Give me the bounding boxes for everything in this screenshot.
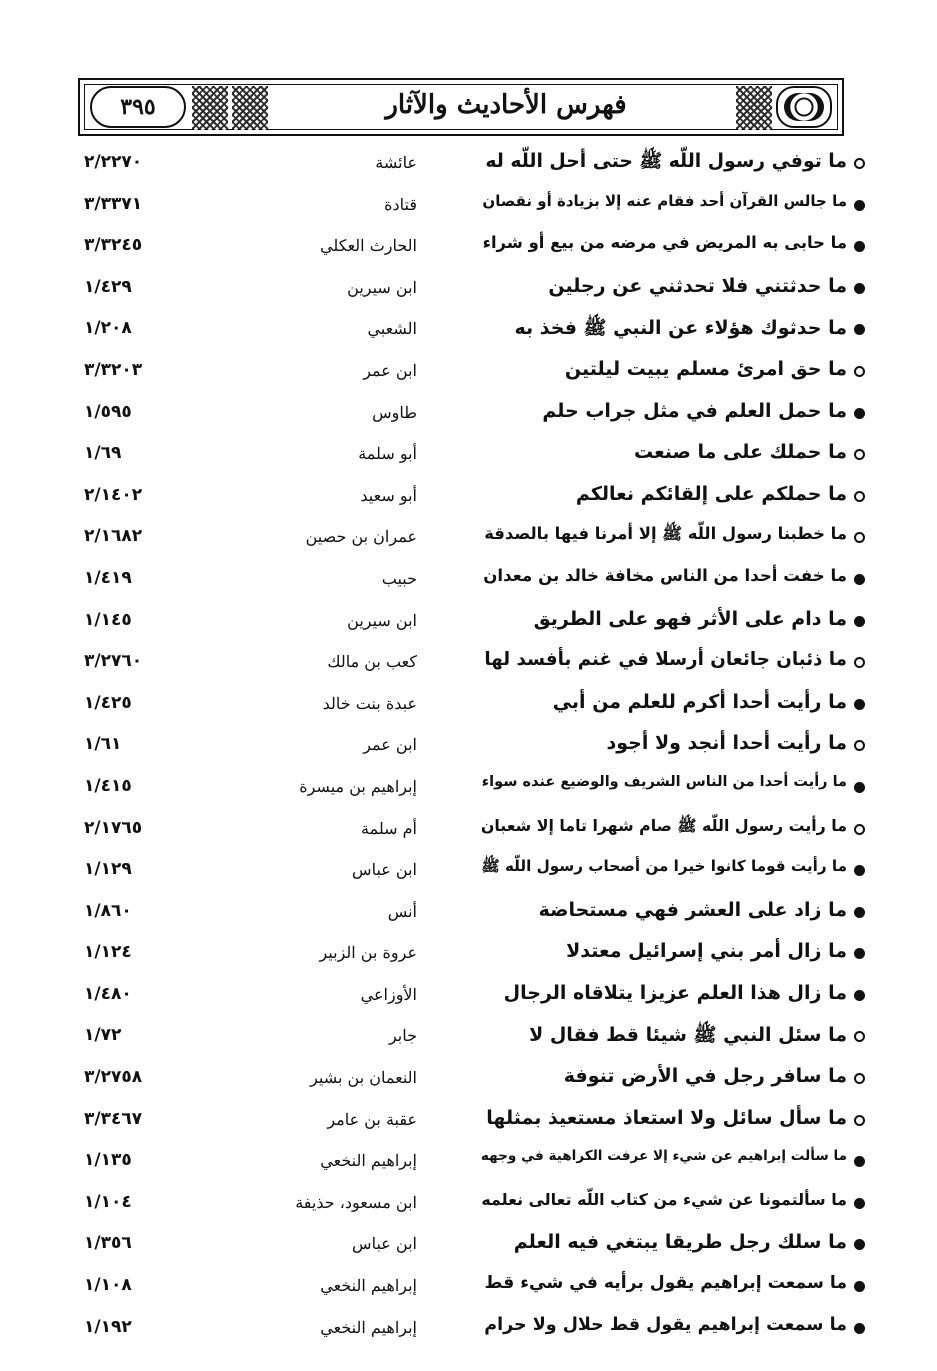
page-title: فهرس الأحاديث والآثار bbox=[385, 90, 627, 120]
open-circle-icon bbox=[854, 491, 865, 502]
hadith-text: ما خفت أحدا من الناس مخافة خالد بن معدان bbox=[483, 565, 847, 585]
filled-circle-icon bbox=[854, 990, 865, 1001]
narrator: أبو سعيد bbox=[360, 485, 417, 505]
filled-circle-icon bbox=[854, 1239, 865, 1250]
filled-circle-icon bbox=[854, 200, 865, 211]
list-item bbox=[0, 269, 937, 311]
narrator: ابن عمر bbox=[363, 735, 417, 755]
narrator: ابن عباس bbox=[352, 1234, 417, 1254]
ornament-right-icon bbox=[736, 86, 772, 130]
open-circle-icon bbox=[854, 366, 865, 377]
narrator: الحارث العكلي bbox=[320, 236, 417, 256]
list-item bbox=[0, 768, 937, 810]
reference-number: ١/١٠٤ bbox=[84, 1191, 132, 1212]
narrator: عبدة بنت خالد bbox=[322, 693, 417, 713]
open-circle-icon bbox=[854, 824, 865, 835]
list-item bbox=[0, 976, 937, 1018]
narrator: أنس bbox=[387, 901, 417, 921]
list-item bbox=[0, 435, 937, 477]
hadith-text: ما ذئبان جائعان أرسلا في غنم بأفسد لها bbox=[484, 649, 847, 671]
reference-number: ٢/١٧٦٥ bbox=[84, 817, 143, 838]
list-item bbox=[0, 144, 937, 186]
ornament-left-icon bbox=[192, 86, 228, 130]
hadith-text: ما سئل النبي ﷺ شيئا قط فقال لا bbox=[529, 1024, 847, 1047]
filled-circle-icon bbox=[854, 241, 865, 252]
hadith-text: ما حمل العلم في مثل جراب حلم bbox=[542, 399, 847, 422]
list-item bbox=[0, 893, 937, 935]
reference-number: ١/٤١٥ bbox=[84, 775, 132, 796]
reference-number: ١/٦٩ bbox=[84, 443, 122, 464]
list-item bbox=[0, 560, 937, 602]
hadith-text: ما حملكم على إلقائكم نعالكم bbox=[575, 482, 847, 505]
hadith-text: ما سألت إبراهيم عن شيء إلا عرفت الكراهية في وجهه bbox=[480, 1148, 847, 1165]
list-item bbox=[0, 1059, 937, 1101]
narrator: ابن عمر bbox=[363, 360, 417, 380]
hadith-text: ما سلك رجل طريقا يبتغي فيه العلم bbox=[513, 1231, 847, 1254]
reference-number: ١/١٩٢ bbox=[84, 1316, 132, 1337]
list-item bbox=[0, 851, 937, 893]
list-item bbox=[0, 1184, 937, 1226]
open-circle-icon bbox=[854, 657, 865, 668]
open-circle-icon bbox=[854, 449, 865, 460]
filled-circle-icon bbox=[854, 324, 865, 335]
hadith-text: ما جالس القرآن أحد فقام عنه إلا بزيادة أو نقصان bbox=[482, 191, 847, 210]
narrator: عقبة بن عامر bbox=[327, 1109, 417, 1129]
page-header bbox=[78, 78, 844, 136]
list-item bbox=[0, 1225, 937, 1267]
hadith-text: ما خطبنا رسول اللّه ﷺ إلا أمرنا فيها بالصدقة bbox=[484, 524, 847, 544]
hadith-text: ما توفي رسول اللّه ﷺ حتى أحل اللّه له bbox=[485, 151, 847, 172]
narrator: إبراهيم النخعي bbox=[320, 1151, 417, 1171]
list-item bbox=[0, 934, 937, 976]
list-item bbox=[0, 310, 937, 352]
reference-number: ١/٧٢ bbox=[84, 1025, 122, 1046]
reference-number: ٣/٢٧٦٠ bbox=[84, 651, 143, 672]
list-item bbox=[0, 518, 937, 560]
narrator: حبيب bbox=[381, 568, 417, 588]
hadith-text: ما رأيت رسول اللّه ﷺ صام شهرا تاما إلا شعبان bbox=[480, 815, 847, 835]
list-item bbox=[0, 602, 937, 644]
hadith-text: ما سأل سائل ولا استعاذ مستعيذ بمثلها bbox=[486, 1106, 847, 1129]
reference-number: ١/١٤٥ bbox=[84, 609, 132, 630]
narrator: إبراهيم بن ميسرة bbox=[299, 776, 417, 796]
narrator: الشعبي bbox=[367, 319, 417, 339]
hadith-text: ما سمعت إبراهيم يقول برأيه في شيء قط bbox=[484, 1273, 847, 1294]
narrator: ابن مسعود، حذيفة bbox=[295, 1192, 417, 1212]
hadith-text: ما رأيت أحدا أكرم للعلم من أبي bbox=[552, 690, 847, 713]
reference-number: ٣/٣٢٤٥ bbox=[84, 235, 143, 256]
filled-circle-icon bbox=[854, 574, 865, 585]
list-item bbox=[0, 352, 937, 394]
open-circle-icon bbox=[854, 740, 865, 751]
list-item bbox=[0, 810, 937, 852]
list-item bbox=[0, 726, 937, 768]
list-item bbox=[0, 1142, 937, 1184]
reference-number: ١/١٠٨ bbox=[84, 1275, 132, 1296]
narrator: الأوزاعي bbox=[360, 984, 417, 1004]
list-item bbox=[0, 1267, 937, 1309]
narrator: كعب بن مالك bbox=[327, 652, 417, 672]
narrator: طاوس bbox=[372, 402, 417, 422]
reference-number: ٣/٢٧٥٨ bbox=[84, 1067, 143, 1088]
filled-circle-icon bbox=[854, 616, 865, 627]
open-circle-icon bbox=[854, 532, 865, 543]
list-item bbox=[0, 1017, 937, 1059]
reference-number: ١/١٢٤ bbox=[84, 942, 132, 963]
filled-circle-icon bbox=[854, 408, 865, 419]
filled-circle-icon bbox=[854, 782, 865, 793]
open-circle-icon bbox=[854, 1073, 865, 1084]
reference-number: ١/٤٢٥ bbox=[84, 692, 132, 713]
open-circle-icon bbox=[854, 1115, 865, 1126]
seal-icon bbox=[784, 93, 824, 121]
page-number: ٣٩٥ bbox=[90, 86, 186, 128]
narrator: إبراهيم النخعي bbox=[320, 1276, 417, 1296]
reference-number: ٣/٣٤٦٧ bbox=[84, 1108, 143, 1129]
reference-number: ٣/٣٢٠٣ bbox=[84, 359, 143, 380]
hadith-text: ما دام على الأثر فهو على الطريق bbox=[533, 607, 847, 630]
narrator: ابن سيرين bbox=[347, 277, 417, 297]
reference-number: ٢/٢٢٧٠ bbox=[84, 152, 143, 172]
hadith-text: ما رأيت أحدا من الناس الشريف والوضيع عنده سواء bbox=[481, 773, 847, 790]
narrator: ابن سيرين bbox=[347, 610, 417, 630]
filled-circle-icon bbox=[854, 283, 865, 294]
reference-number: ١/٢٠٨ bbox=[84, 318, 132, 339]
reference-number: ١/٨٦٠ bbox=[84, 900, 132, 921]
narrator: عمران بن حصين bbox=[305, 527, 417, 547]
hadith-text: ما سألتمونا عن شيء من كتاب اللّه تعالى نعلمه bbox=[481, 1189, 847, 1209]
list-item bbox=[0, 477, 937, 519]
index-list bbox=[0, 144, 937, 1350]
hadith-text: ما سمعت إبراهيم يقول قط حلال ولا حرام bbox=[484, 1314, 847, 1335]
filled-circle-icon bbox=[854, 865, 865, 876]
open-circle-icon bbox=[854, 1031, 865, 1042]
list-item bbox=[0, 1309, 937, 1351]
filled-circle-icon bbox=[854, 699, 865, 710]
hadith-text: ما حملك على ما صنعت bbox=[633, 441, 847, 464]
filled-circle-icon bbox=[854, 1323, 865, 1334]
filled-circle-icon bbox=[854, 1156, 865, 1167]
reference-number: ١/٤٢٩ bbox=[84, 276, 132, 297]
publisher-seal bbox=[776, 86, 832, 128]
reference-number: ١/١٣٥ bbox=[84, 1150, 132, 1171]
filled-circle-icon bbox=[854, 948, 865, 959]
hadith-text: ما زال هذا العلم عزيزا يتلاقاه الرجال bbox=[503, 981, 847, 1004]
list-item bbox=[0, 643, 937, 685]
reference-number: ١/٥٩٥ bbox=[84, 401, 132, 422]
filled-circle-icon bbox=[854, 1198, 865, 1209]
list-item bbox=[0, 394, 937, 436]
narrator: أم سلمة bbox=[361, 818, 417, 838]
narrator: ابن عباس bbox=[352, 860, 417, 880]
list-item bbox=[0, 227, 937, 269]
list-item bbox=[0, 1101, 937, 1143]
reference-number: ٢/١٦٨٢ bbox=[84, 526, 143, 547]
reference-number: ١/٣٥٦ bbox=[84, 1233, 132, 1254]
narrator: عروة بن الزبير bbox=[319, 943, 417, 963]
hadith-text: ما حدثتني فلا تحدثني عن رجلين bbox=[548, 274, 847, 297]
narrator: أبو سلمة bbox=[358, 444, 417, 464]
hadith-text: ما سافر رجل في الأرض تنوفة bbox=[563, 1065, 847, 1088]
reference-number: ١/٦١ bbox=[84, 734, 122, 755]
reference-number: ١/١٢٩ bbox=[84, 859, 132, 880]
open-circle-icon bbox=[854, 158, 865, 169]
list-item bbox=[0, 685, 937, 727]
reference-number: ٣/٣٣٧١ bbox=[84, 193, 143, 214]
hadith-text: ما زاد على العشر فهي مستحاضة bbox=[538, 898, 847, 921]
narrator: جابر bbox=[388, 1026, 417, 1046]
hadith-text: ما حق امرئ مسلم يبيت ليلتين bbox=[564, 357, 847, 380]
list-item bbox=[0, 186, 937, 228]
filled-circle-icon bbox=[854, 907, 865, 918]
filled-circle-icon bbox=[854, 1281, 865, 1292]
narrator: عائشة bbox=[375, 153, 417, 172]
reference-number: ١/٤٨٠ bbox=[84, 983, 132, 1004]
hadith-text: ما حابى به المريض في مرضه من بيع أو شراء bbox=[482, 233, 847, 253]
narrator: قتادة bbox=[384, 194, 417, 214]
hadith-text: ما رأيت أحدا أنجد ولا أجود bbox=[606, 732, 847, 755]
narrator: إبراهيم النخعي bbox=[320, 1317, 417, 1337]
ornament-left-inner-icon bbox=[232, 86, 268, 130]
hadith-text: ما رأيت قوما كانوا خيرا من أصحاب رسول اللّه ﷺ bbox=[481, 857, 847, 876]
reference-number: ١/٤١٩ bbox=[84, 567, 132, 588]
hadith-text: ما زال أمر بني إسرائيل معتدلا bbox=[566, 940, 847, 963]
hadith-text: ما حدثوك هؤلاء عن النبي ﷺ فخذ به bbox=[514, 317, 847, 340]
reference-number: ٢/١٤٠٢ bbox=[84, 484, 143, 505]
narrator: النعمان بن بشير bbox=[310, 1068, 417, 1088]
